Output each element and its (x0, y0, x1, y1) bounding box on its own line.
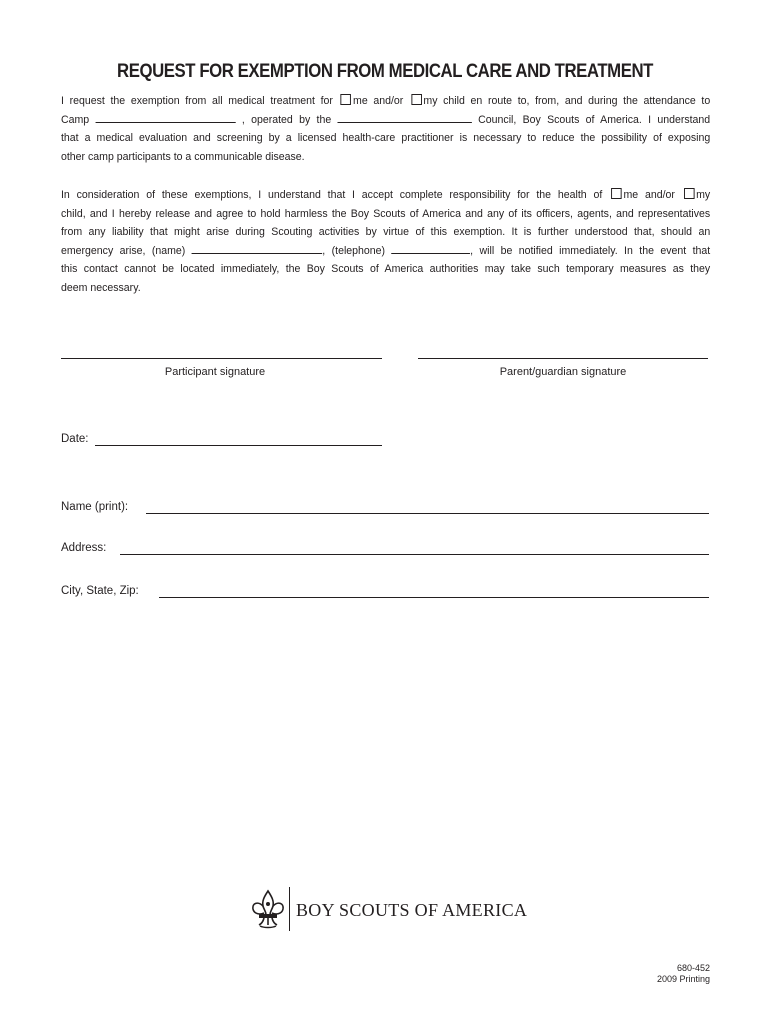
logo-divider (289, 887, 290, 931)
emergency-name-label: emergency arise, (name) (61, 244, 186, 257)
bsa-logo-text: BOY SCOUTS OF AMERICA (296, 900, 528, 920)
emergency-name-field[interactable] (192, 243, 323, 254)
address-label: Address: (61, 542, 107, 554)
page-title: REQUEST FOR EXEMPTION FROM MEDICAL CARE AND TREATMENT (117, 60, 653, 82)
date-field[interactable] (95, 445, 382, 446)
exemption-request-paragraph (61, 92, 710, 166)
telephone-label: , (telephone) (322, 244, 386, 257)
council-text: Council, Boy Scouts of America. I understand (478, 113, 711, 126)
operated-by-label: , operated by the (241, 113, 332, 126)
participant-signature-field[interactable] (61, 358, 382, 359)
me-checkbox[interactable] (341, 94, 352, 105)
form-number: 680-452 (676, 963, 710, 973)
child-text: my child en route to, from, and during the attendance to (423, 95, 711, 107)
parent-signature-field[interactable] (418, 358, 708, 359)
paragraph-line: from any liability that might arise during Scouting activities by virtue of this exemption. It is further understood that, should an (61, 226, 711, 239)
consideration-paragraph (61, 186, 710, 298)
emergency-telephone-field[interactable] (391, 243, 470, 254)
participant-signature-label: Participant signature (164, 366, 266, 378)
responsibility-text: In consideration of these exemptions, I understand that I accept complete responsibility for the health of (61, 189, 603, 201)
my-label: my (696, 189, 711, 201)
paragraph-line: this contact cannot be located immediately, the Boy Scouts of America authorities may take such temporary measures as they (61, 263, 711, 276)
camp-label: Camp (61, 113, 90, 126)
form-footer (657, 963, 710, 985)
child-checkbox-2[interactable] (684, 188, 695, 199)
parent-signature-label: Parent/guardian signature (499, 366, 627, 378)
city-state-zip-field[interactable] (159, 597, 709, 598)
paragraph-line: other camp participants to a communicable disease. (61, 150, 305, 163)
me-and-or-label: me and/or (353, 95, 404, 107)
me-checkbox-2[interactable] (611, 188, 622, 199)
fleur-de-lis-icon (250, 889, 286, 929)
paragraph-line: deem necessary. (61, 281, 141, 294)
paragraph-line: that a medical evaluation and screening by a licensed health-care practitioner is necessary to reduce the possibility of exposing (61, 132, 711, 145)
notified-text: , will be notified immediately. In the event that (470, 244, 711, 257)
printing-year: 2009 Printing (656, 974, 710, 984)
child-checkbox[interactable] (411, 94, 422, 105)
date-label: Date: (61, 433, 89, 445)
paragraph-line (61, 92, 710, 111)
city-state-zip-label: City, State, Zip: (61, 585, 139, 597)
council-name-field[interactable] (337, 112, 471, 123)
paragraph-line (61, 242, 710, 261)
address-field[interactable] (120, 554, 709, 555)
paragraph-line (61, 186, 710, 205)
me-and-or-label-2: me and/or (623, 189, 675, 201)
paragraph-line: child, and I hereby release and agree to hold harmless the Boy Scouts of America and any of its officers, agents, and representatives (61, 207, 711, 220)
paragraph-line (61, 111, 710, 130)
request-text: I request the exemption from all medical treatment for (61, 95, 333, 107)
name-field[interactable] (146, 513, 709, 514)
camp-name-field[interactable] (95, 112, 235, 123)
name-label: Name (print): (61, 501, 129, 513)
